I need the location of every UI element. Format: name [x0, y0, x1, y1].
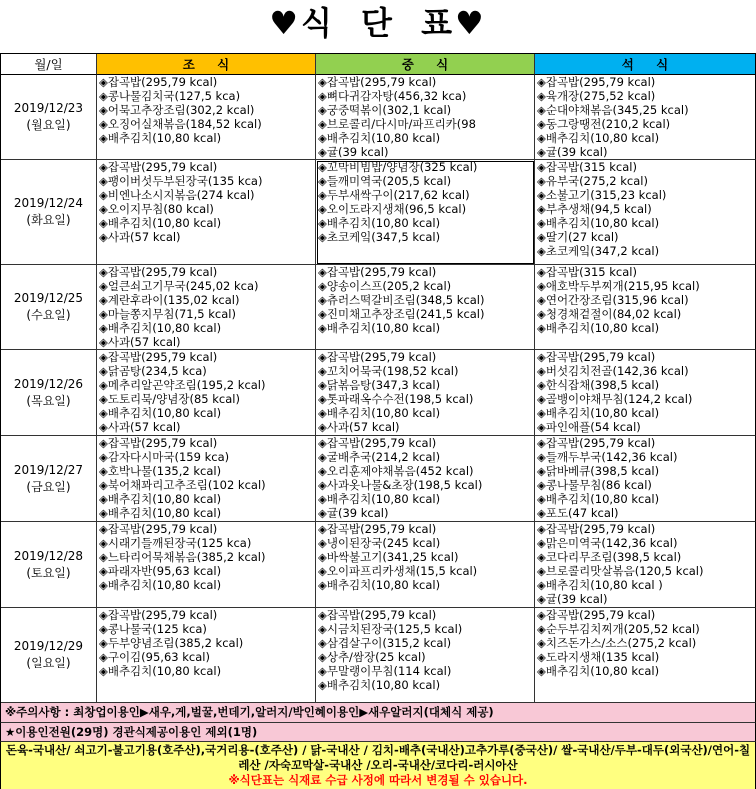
dinner-menu-cell [535, 350, 756, 436]
menu-item: ◈계란후라이(135,02 kcal) [99, 293, 240, 307]
date-text: 2019/12/23 [13, 101, 84, 115]
menu-item: ◈사과(57 kcal) [318, 420, 400, 434]
menu-item: ◈잡곡밥(295,79 kcal) [537, 436, 656, 450]
disclaimer-text: ※식단표는 식재료 수급 사정에 따라서 변경될 수 있습니다. [228, 773, 528, 787]
menu-item: ◈잡곡밥(295,79 kcal) [537, 75, 656, 89]
header-breakfast: 조 식 [97, 54, 316, 75]
menu-item: ◈잡곡밥(295,79 kcal) [537, 350, 656, 364]
breakfast-menu-cell [97, 608, 316, 703]
menu-item: ◈배추김치(10,80 kcal) [318, 578, 441, 592]
menu-item: ◈얼큰쇠고기무국(245,02 kca) [99, 279, 259, 293]
date-text: 2019/12/28 [13, 548, 84, 563]
menu-item: ◈오이파프리카생채(15,5 kcal) [318, 564, 478, 578]
menu-item: ◈사과(57 kcal) [99, 420, 181, 434]
menu-item: ◈느타리어묵채볶음(385,2 kcal) [99, 550, 266, 564]
menu-item: ◈배추김치(10,80 kcal) [99, 578, 222, 592]
menu-item: ◈두부새싹구이(217,62 kcal) [318, 188, 470, 202]
menu-item: ◈잡곡밥(295,79 kcal) [99, 265, 218, 279]
menu-item: ◈배추김치(10,80 kcal) [99, 131, 222, 145]
menu-item: ◈뼈다귀감자탕(456,32 kca) [318, 89, 467, 103]
weekday-text: (월요일) [26, 118, 71, 132]
date-cell [1, 265, 97, 350]
menu-item: ◈비엔나소시지볶음(274 kcal) [99, 188, 255, 202]
menu-item: ◈배추김치(10,80 kcal) [318, 678, 441, 692]
lunch-menu-cell [316, 350, 535, 436]
menu-item: ◈배추김치(10,80 kcal) [99, 492, 222, 506]
menu-item: ◈소불고기(315,23 kcal) [537, 188, 667, 202]
menu-item: ◈배추김치(10,80 kcal) [318, 216, 441, 230]
menu-item: ◈배추김치(10,80 kcal) [318, 131, 441, 145]
menu-item: ◈맑은미역국(142,36 kcal) [537, 536, 678, 550]
menu-item: ◈포도(47 kcal) [537, 506, 619, 520]
lunch-menu-cell [316, 160, 535, 265]
menu-item: ◈청경채겉절이(84,02 kcal) [537, 307, 682, 321]
menu-item: ◈냉이된장국(245 kcal) [318, 536, 441, 550]
menu-item: ◈잡곡밥(295,79 kcal) [99, 608, 218, 622]
menu-item: ◈잡곡밥(295,79 kcal) [99, 75, 218, 89]
dinner-menu-cell [535, 436, 756, 522]
dinner-menu-cell [535, 160, 756, 265]
menu-item: ◈애호박두부찌개(215,95 kcal) [537, 279, 700, 293]
weekday-text: (화요일) [26, 213, 71, 227]
menu-item: ◈딸기(27 kcal) [537, 230, 619, 244]
menu-item: ◈어묵고추장조림(302,2 kcal) [99, 103, 255, 117]
menu-item: ◈삼겹살구이(315,2 kcal) [318, 636, 452, 650]
weekday-text: (목요일) [26, 393, 71, 408]
menu-item: ◈꼬막비빔밥/양념장(325 kcal) [318, 160, 478, 174]
menu-item: ◈귤(39 kcal) [537, 592, 608, 606]
menu-item: ◈상추/쌈장(25 kcal) [318, 650, 426, 664]
menu-item: ◈배추김치(10,80 kcal) [537, 216, 660, 230]
dinner-menu-cell [535, 608, 756, 703]
weekday-text: (일요일) [26, 656, 71, 670]
menu-item: ◈잡곡밥(315 kcal) [537, 160, 637, 174]
menu-item: ◈순두부김치찌개(205,52 kcal) [537, 622, 700, 636]
lunch-menu-cell [316, 436, 535, 522]
dinner-menu-cell [535, 522, 756, 608]
weekday-text: (수요일) [26, 308, 71, 322]
menu-item: ◈메추리알곤약조림(195,2 kcal) [99, 378, 266, 392]
menu-item: ◈닭볶음탕(347,3 kcal) [318, 378, 441, 392]
date-cell [1, 350, 97, 436]
menu-item: ◈사과(57 kcal) [99, 230, 181, 244]
lunch-menu-cell [316, 522, 535, 608]
menu-item: ◈잡곡밥(295,79 kcal) [318, 350, 437, 364]
menu-item: ◈골뱅이야채무침(124,2 kcal) [537, 392, 693, 406]
breakfast-menu-cell [97, 350, 316, 436]
menu-item: ◈귤(39 kcal) [318, 506, 389, 520]
menu-item: ◈오이도라지생채(96,5 kcal) [318, 202, 467, 216]
breakfast-menu-cell [97, 75, 316, 160]
dinner-menu-cell [535, 75, 756, 160]
menu-item: ◈구이김(95,63 kcal) [99, 650, 210, 664]
menu-item: ◈잡곡밥(295,79 kcal) [318, 436, 437, 450]
menu-item: ◈한식잡채(398,5 kcal) [537, 378, 660, 392]
headcount-note: ★이용인전원(29명) 경관식제공이용인 제외(1명) [0, 723, 756, 742]
menu-item: ◈도라지생채(135 kcal) [537, 650, 660, 664]
menu-item: ◈연어간장조림(315,96 kcal) [537, 293, 689, 307]
menu-item: ◈도토리묵/양념장(85 kcal) [99, 392, 240, 406]
date-cell [1, 160, 97, 265]
lunch-menu-cell [316, 75, 535, 160]
menu-item: ◈파인애플(54 kcal) [537, 420, 641, 434]
menu-item: ◈파래자반(95,63 kcal) [99, 564, 222, 578]
weekday-text: (토요일) [26, 565, 71, 580]
menu-item: ◈닭바베큐(398,5 kcal) [537, 464, 660, 478]
menu-item: ◈꼬치어묵국(198,52 kcal) [318, 364, 459, 378]
menu-item: ◈동그랑땡전(210,2 kcal) [537, 117, 671, 131]
menu-item: ◈감자다시마국(159 kca) [99, 450, 230, 464]
origin-info-block [0, 742, 756, 789]
menu-item: ◈시금치된장국(125,5 kcal) [318, 622, 463, 636]
menu-item: ◈오징어실채볶음(184,52 kcal) [99, 117, 262, 131]
menu-item: ◈양송이스프(205,2 kcal) [318, 279, 452, 293]
menu-item: ◈유부국(275,2 kcal) [537, 174, 648, 188]
menu-item: ◈잡곡밥(295,79 kcal) [318, 608, 437, 622]
menu-item: ◈배추김치(10,80 kcal) [99, 216, 222, 230]
date-cell [1, 75, 97, 160]
menu-item: ◈두부양념조림(385,2 kcal) [99, 636, 244, 650]
menu-item: ◈코다리무조림(398,5 kcal) [537, 550, 682, 564]
menu-item: ◈배추김치(10,80 kcal) [537, 131, 660, 145]
menu-item: ◈육개장(275,52 kcal) [537, 89, 656, 103]
breakfast-menu-cell [97, 522, 316, 608]
menu-item: ◈배추김치(10,80 kcal) [99, 506, 222, 520]
date-cell [1, 608, 97, 703]
menu-item: ◈팽이버섯두부된장국(135 kca) [99, 174, 263, 188]
menu-item: ◈마늘쫑지무침(71,5 kcal) [99, 307, 236, 321]
menu-item: ◈오이지무침(80 kcal) [99, 202, 214, 216]
menu-item: ◈귤(39 kcal) [537, 145, 608, 159]
menu-item: ◈순대야채볶음(345,25 kcal) [537, 103, 689, 117]
menu-item: ◈들깨미역국(205,5 kcal) [318, 174, 452, 188]
lunch-menu-cell [316, 608, 535, 703]
menu-item: ◈잡곡밥(295,79 kcal) [99, 436, 218, 450]
date-text: 2019/12/29 [13, 639, 84, 653]
menu-item: ◈사과(57 kcal) [99, 335, 181, 349]
breakfast-menu-cell [97, 265, 316, 350]
menu-item: ◈배추김치(10,80 kcal) [99, 664, 222, 678]
menu-item: ◈치즈돈가스/소스(275,2 kcal) [537, 636, 697, 650]
menu-item: ◈배추김치(10,80 kcal) [318, 492, 441, 506]
dinner-menu-cell [535, 265, 756, 350]
menu-item: ◈배추김치(10,80 kcal) [537, 664, 660, 678]
date-cell [1, 522, 97, 608]
menu-item: ◈시래기들깨된장국(125 kca) [99, 536, 252, 550]
menu-item: ◈버섯김치전골(142,36 kcal) [537, 364, 689, 378]
menu-item: ◈츄러스떡갈비조림(348,5 kcal) [318, 293, 485, 307]
menu-item: ◈잡곡밥(295,79 kcal) [318, 75, 437, 89]
menu-item: ◈잡곡밥(295,79 kcal) [537, 522, 656, 536]
menu-item: ◈콩나물국(125 kca) [99, 622, 207, 636]
breakfast-menu-cell [97, 436, 316, 522]
menu-item: ◈잡곡밥(295,79 kcal) [537, 608, 656, 622]
date-text: 2019/12/26 [13, 376, 84, 391]
menu-item: ◈초코케잌(347,2 kcal) [537, 244, 660, 258]
origin-text: 돈육-국내산/ 쇠고기-불고기용(호주산),국거리용-(호주산) / 닭-국내산 / 김치-배추(국내산)고추가루(중국산)/ 쌀-국내산/두부-대두(외국산)/연어-칠레산 /자숙꼬막살-국내산 /오리-국내산/코다리-러시아산 [5, 743, 751, 772]
menu-item: ◈굴배추국(214,2 kcal) [318, 450, 441, 464]
menu-item: ◈배추김치(10,80 kcal) [537, 406, 660, 420]
header-dinner: 석 식 [535, 54, 756, 75]
menu-item: ◈오리훈제야채볶음(452 kcal) [318, 464, 474, 478]
date-text: 2019/12/27 [13, 462, 84, 477]
page-title: ♥식 단 표♥ [269, 4, 487, 42]
menu-item: ◈사과옷나물&초장(198,5 kcal) [318, 478, 483, 492]
menu-item: ◈배추김치(10,80 kcal) [99, 406, 222, 420]
lunch-menu-cell [316, 265, 535, 350]
menu-item: ◈잡곡밥(295,79 kcal) [99, 522, 218, 536]
menu-item: ◈브로콜리/다시마/파프리카(98 [318, 117, 476, 131]
menu-item: ◈콩나물무침(86 kcal) [537, 478, 652, 492]
weekday-text: (금요일) [26, 479, 71, 494]
menu-item: ◈배추김치(10,80 kcal) [99, 321, 222, 335]
menu-item: ◈닭곰탕(234,5 kca) [99, 364, 207, 378]
menu-item: ◈배추김치(10,80 kcal) [318, 321, 441, 335]
date-text: 2019/12/25 [13, 291, 84, 305]
menu-item: ◈배추김치(10,80 kcal) [318, 406, 441, 420]
menu-item: ◈잡곡밥(315 kcal) [537, 265, 637, 279]
menu-grid [0, 53, 756, 703]
date-text: 2019/12/24 [13, 196, 84, 210]
menu-item: ◈북어채꽈리고추조림(102 kcal) [99, 478, 266, 492]
menu-item: ◈콩나물김치국(127,5 kca) [99, 89, 241, 103]
header-lunch: 중 식 [316, 54, 535, 75]
menu-item: ◈잡곡밥(295,79 kcal) [99, 350, 218, 364]
breakfast-menu-cell [97, 160, 316, 265]
menu-item: ◈무말랭이무침(114 kcal) [318, 664, 452, 678]
menu-item: ◈배추김치(10,80 kcal) [537, 321, 660, 335]
menu-item: ◈호박나물(135,2 kcal) [99, 464, 222, 478]
menu-item: ◈들깨두부국(142,36 kcal) [537, 450, 678, 464]
date-cell [1, 436, 97, 522]
menu-item: ◈진미채고추장조림(241,5 kcal) [318, 307, 485, 321]
menu-item: ◈초코케잌(347,5 kcal) [318, 230, 441, 244]
menu-item: ◈톳파래옥수수전(198,5 kcal) [318, 392, 474, 406]
menu-item: ◈귤(39 kcal) [318, 145, 389, 159]
menu-item: ◈잡곡밥(295,79 kcal) [318, 522, 437, 536]
menu-item: ◈배추김치(10,80 kcal) [537, 492, 660, 506]
menu-item: ◈바싹불고기(341,25 kcal) [318, 550, 459, 564]
menu-item: ◈잡곡밥(295,79 kcal) [318, 265, 437, 279]
header-date: 월/일 [1, 54, 97, 75]
menu-item: ◈배추김치(10,80 kcal ) [537, 578, 663, 592]
allergy-caution-note: ※주의사항 : 최창업이용인▶새우,게,벌꿀,번데기,알러지/박인혜이용인▶새우알러지(대체식 제공) [0, 703, 756, 723]
menu-item: ◈브로콜리맛살볶음(120,5 kcal) [537, 564, 704, 578]
menu-item: ◈부추생채(94,5 kcal) [537, 202, 652, 216]
menu-item: ◈잡곡밥(295,79 kcal) [99, 160, 218, 174]
menu-item: ◈궁중떡볶이(302,1 kcal) [318, 103, 452, 117]
